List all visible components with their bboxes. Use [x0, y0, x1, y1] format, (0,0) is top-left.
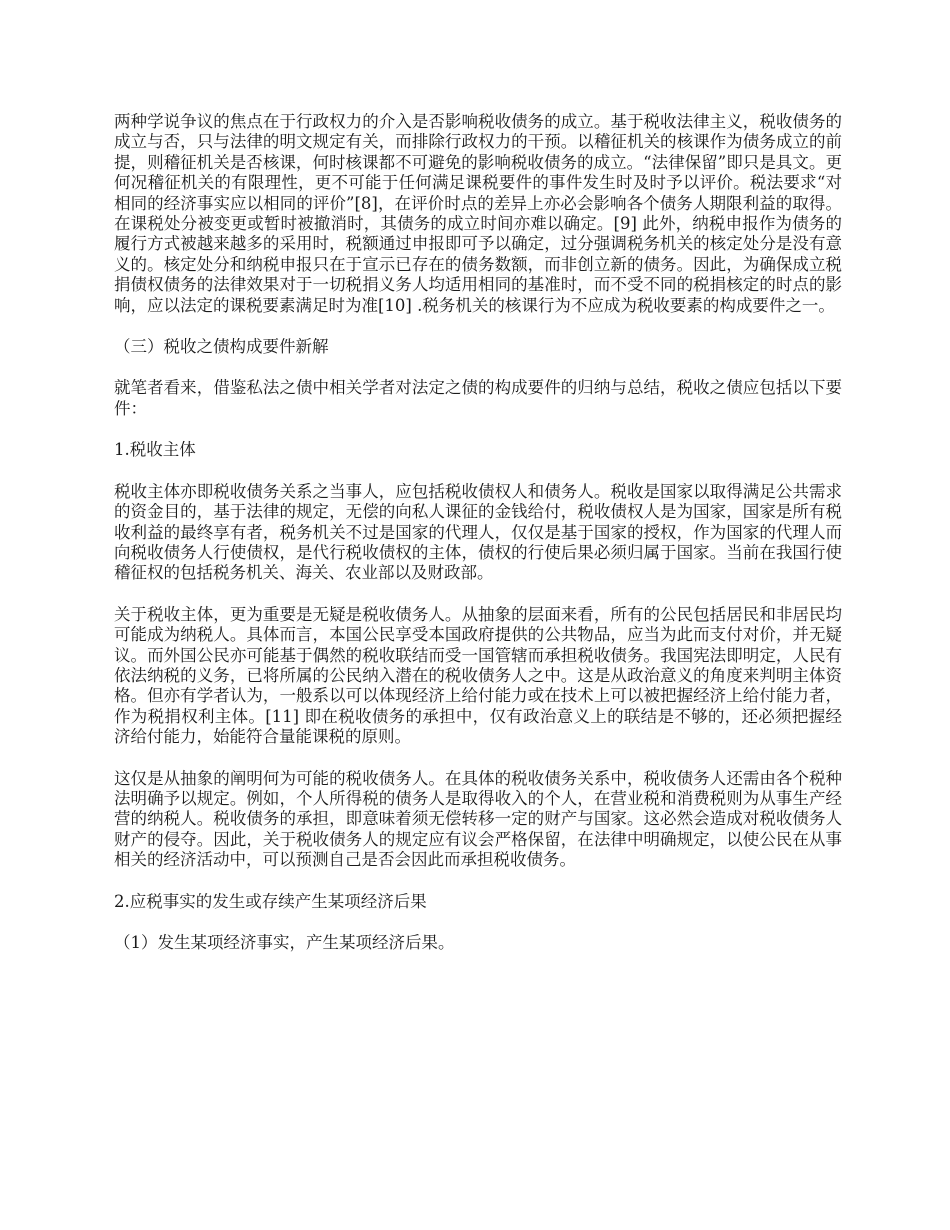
- paragraph-tax-debtor: 关于税收主体，更为重要是无疑是税收债务人。从抽象的层面来看，所有的公民包括居民和非居民均可能成为纳税人。具体而言，本国公民享受本国政府提供的公共物品，应当为此而支付对价，并无疑议。而外国公民亦可能基于偶然的税收联结而受一国管辖而承担税收债务。我国宪法即明定，人民有依法纳税的义务，已将所属的公民纳入潜在的税收债务人之中。这是从政治意义的角度来判明主体资格。但亦有学者认为，一般系以可以体现经济上给付能力或在技术上可以被把握经济上给付能力者，作为税捐权利主体。[11] 即在税收债务的承担中，仅有政治意义上的联结是不够的，还必须把握经济给付能力，始能符合量能课税的原则。: [114, 604, 842, 747]
- section-heading-3: （三）税收之债构成要件新解: [114, 337, 329, 357]
- paragraph-tax-subject: 税收主体亦即税收债务关系之当事人，应包括税收债权人和债务人。税收是国家以取得满足公共需求的资金目的，基于法律的规定，无偿的向私人课征的金钱给付，税收债权人是为国家，国家是所有税收利益的最终享有者，税务机关不过是国家的代理人，仅仅是基于国家的授权，作为国家的代理人而向税收债务人行使债权，是代行税收债权的主体，债权的行使后果必须归属于国家。当前在我国行使稽征权的包括税务机关、海关、农业部以及财政部。: [114, 481, 842, 583]
- subheading-2-1: （1）发生某项经济事实，产生某项经济后果。: [114, 933, 455, 952]
- paragraph-tax-debt-formation: 两种学说争议的焦点在于行政权力的介入是否影响税收债务的成立。基于税收法律主义，税收债务的成立与否，只与法律的明文规定有关，而排除行政权力的干预。以稽征机关的核课作为债务成立的前提，则稽征机关是否核课，何时核课都不可避免的影响税收债务的成立。“法律保留”即只是具文。更何况稽征机关的有限理性，更不可能于任何满足课税要件的事件发生时及时予以评价。税法要求“对相同的经济事实应以相同的评价”[8]，在评价时点的差异上亦必会影响各个债务人期限利益的取得。在课税处分被变更或暂时被撤消时，其债务的成立时间亦难以确定。[9] 此外，纳税申报作为债务的履行方式被越来越多的采用时，税额通过申报即可予以确定，过分强调税务机关的核定处分是没有意义的。核定处分和纳税申报只在于宣示已存在的债务数额，而非创立新的债务。因此，为确保成立税捐债权债务的法律效果对于一切税捐义务人均适用相同的基准时，而不受不同的税捐核定的时点的影响，应以法定的课税要素满足时为准[10] .税务机关的核课行为不应成为税收要素的构成要件之一。: [114, 112, 842, 315]
- subheading-2: 2.应税事实的发生或存续产生某项经济后果: [114, 891, 427, 911]
- document-page: [114, 112, 842, 974]
- paragraph-specific-debtor: 这仅是从抽象的阐明何为可能的税收债务人。在具体的税收债务关系中，税收债务人还需由各个税种法明确予以规定。例如，个人所得税的债务人是取得收入的个人，在营业税和消费税则为从事生产经营的纳税人。税收债务的承担，即意味着须无偿转移一定的财产与国家。这必然会造成对税收债务人财产的侵夺。因此，关于税收债务人的规定应有议会严格保留，在法律中明确规定，以使公民在从事相关的经济活动中，可以预测自己是否会因此而承担税收债务。: [114, 768, 842, 870]
- paragraph-intro-elements: 就笔者看来，借鉴私法之债中相关学者对法定之债的构成要件的归纳与总结，税收之债应包括以下要件：: [114, 378, 842, 418]
- subheading-1: 1.税收主体: [114, 440, 196, 460]
